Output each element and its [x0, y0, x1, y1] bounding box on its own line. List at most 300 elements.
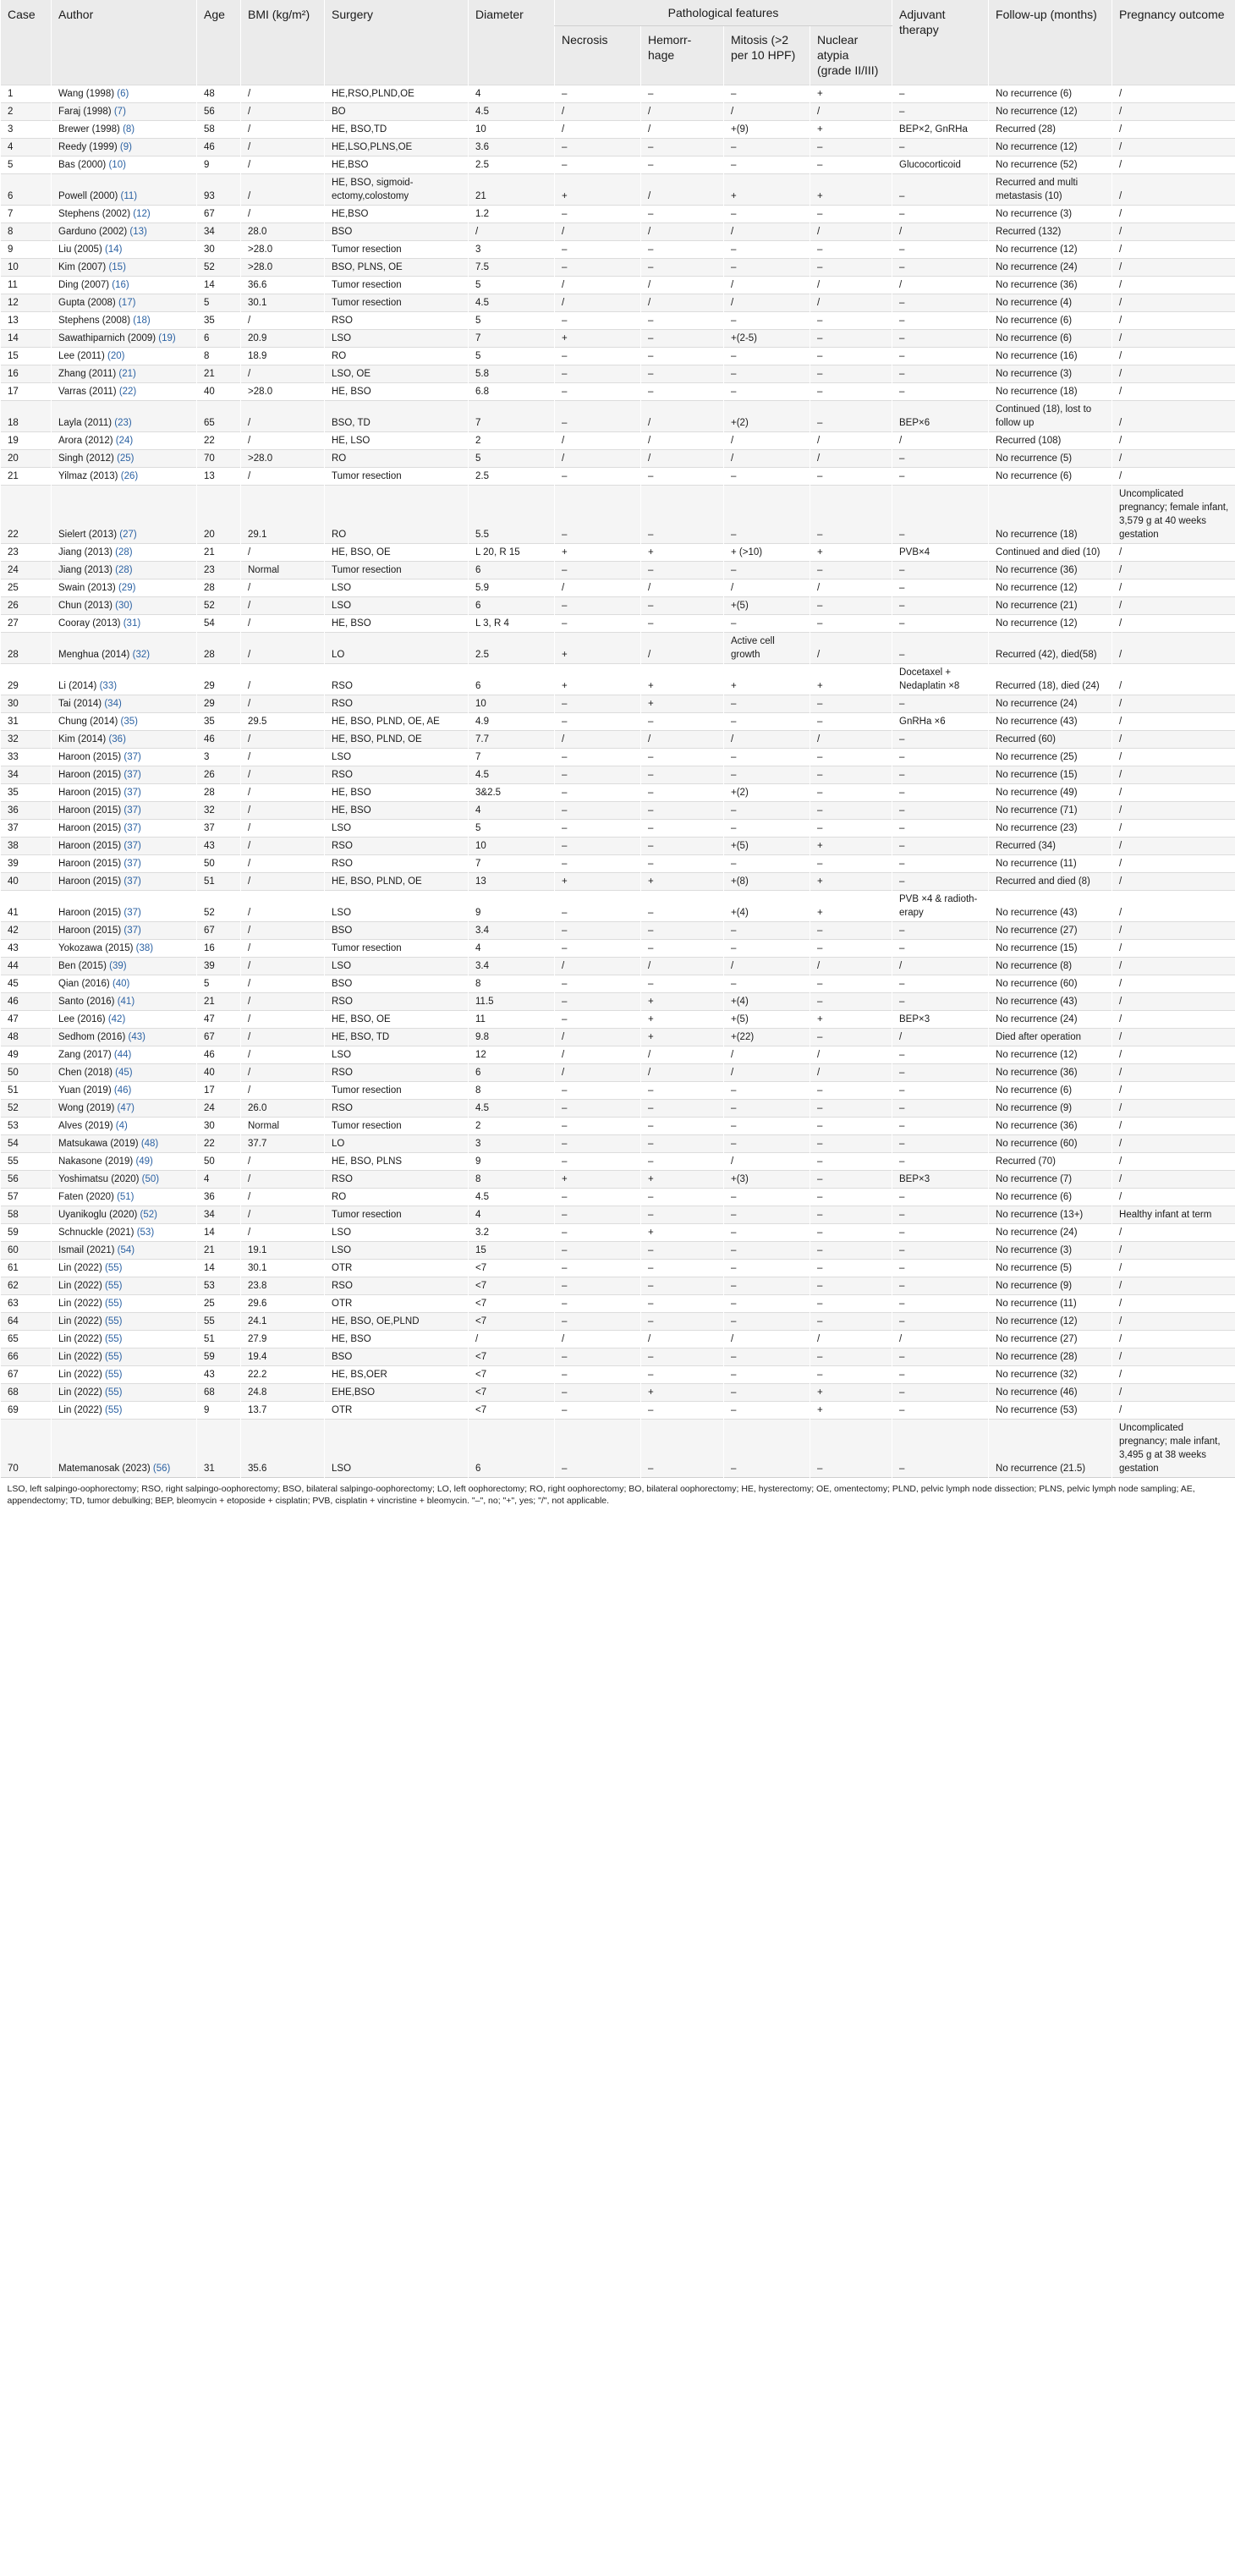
cell-diameter: 2 [469, 432, 555, 450]
reference-link[interactable]: (51) [117, 1192, 134, 1202]
cell-surgery: LSO [325, 1046, 469, 1064]
cell-surgery: RO [325, 450, 469, 468]
reference-link[interactable]: (49) [135, 1156, 153, 1167]
author-name: Zang (2017) [58, 1050, 112, 1060]
cell-diameter: 3 [469, 241, 555, 259]
cell-necrosis: – [555, 713, 641, 731]
table-row [1, 1242, 1235, 1260]
reference-link[interactable]: (18) [133, 316, 151, 326]
author-name: Zhang (2011) [58, 369, 117, 379]
cell-bmi: >28.0 [241, 450, 325, 468]
cell-hemorrhage: / [641, 223, 724, 241]
cell-necrosis: / [555, 1046, 641, 1064]
reference-link[interactable]: (52) [140, 1210, 157, 1220]
cell-necrosis: – [555, 695, 641, 713]
cell-mitosis: / [724, 294, 810, 312]
cell-necrosis: – [555, 206, 641, 223]
cell-surgery: RSO [325, 1277, 469, 1295]
cell-case: 55 [1, 1153, 52, 1171]
cell-diameter: <7 [469, 1313, 555, 1331]
cell-pregnancy: / [1112, 544, 1235, 562]
reference-link[interactable]: (55) [105, 1263, 123, 1273]
reference-link[interactable]: (17) [118, 298, 136, 308]
cell-necrosis: – [555, 1135, 641, 1153]
cell-surgery: HE,BSO [325, 206, 469, 223]
cell-diameter: 6 [469, 562, 555, 579]
cell-surgery: HE, BSO, TD [325, 1029, 469, 1046]
reference-link[interactable]: (35) [120, 717, 138, 727]
cell-age: 35 [197, 312, 241, 330]
cell-followup: No recurrence (60) [989, 1135, 1112, 1153]
header-followup: Follow-up (months) [989, 0, 1112, 85]
cell-necrosis: – [555, 1313, 641, 1331]
reference-link[interactable]: (23) [114, 418, 132, 428]
cell-adjuvant: – [892, 579, 989, 597]
reference-link[interactable]: (32) [132, 650, 151, 660]
author-name: Cooray (2013) [58, 618, 121, 629]
cell-diameter: <7 [469, 1384, 555, 1402]
cell-pregnancy: / [1112, 1135, 1235, 1153]
reference-link[interactable]: (34) [104, 699, 122, 709]
cell-adjuvant: – [892, 85, 989, 103]
cell-age: 70 [197, 450, 241, 468]
cell-author [52, 597, 197, 615]
cell-followup: No recurrence (32) [989, 1366, 1112, 1384]
cell-atypia: – [810, 365, 892, 383]
reference-link[interactable]: (30) [115, 601, 133, 611]
reference-link[interactable]: (28) [115, 565, 133, 575]
reference-link[interactable]: (55) [105, 1405, 123, 1415]
reference-link[interactable]: (13) [129, 227, 147, 237]
cell-hemorrhage: + [641, 1224, 724, 1242]
author-name: Qian (2016) [58, 979, 110, 989]
cell-atypia: / [810, 1046, 892, 1064]
cell-mitosis: – [724, 1348, 810, 1366]
reference-link[interactable]: (55) [105, 1281, 123, 1291]
cell-case: 4 [1, 139, 52, 157]
table-row [1, 958, 1235, 975]
cell-diameter: 2 [469, 1118, 555, 1135]
cell-age: 43 [197, 838, 241, 855]
reference-link[interactable]: (40) [112, 979, 130, 989]
cell-hemorrhage: / [641, 401, 724, 432]
cell-atypia: – [810, 312, 892, 330]
cell-atypia: + [810, 838, 892, 855]
cell-diameter: 2.5 [469, 468, 555, 486]
cell-pregnancy: / [1112, 383, 1235, 401]
cell-atypia: – [810, 1366, 892, 1384]
cell-author [52, 713, 197, 731]
cell-mitosis: / [724, 223, 810, 241]
cell-diameter: 10 [469, 121, 555, 139]
reference-link[interactable]: (7) [113, 107, 126, 117]
cell-author [52, 940, 197, 958]
cell-atypia: – [810, 348, 892, 365]
cell-author [52, 1135, 197, 1153]
reference-link[interactable]: (12) [133, 209, 151, 219]
cell-pregnancy: / [1112, 103, 1235, 121]
table-row [1, 855, 1235, 873]
cell-bmi: / [241, 157, 325, 174]
author-name: Uyanikoglu (2020) [58, 1210, 138, 1220]
cell-followup: No recurrence (7) [989, 1171, 1112, 1189]
cell-adjuvant: – [892, 922, 989, 940]
cell-bmi: / [241, 103, 325, 121]
cell-pregnancy: Uncomplicated pregnancy; female infant, 3,579 g at 40 weeks gestation [1112, 486, 1235, 544]
cell-hemorrhage: – [641, 597, 724, 615]
cell-necrosis: / [555, 121, 641, 139]
cell-necrosis: – [555, 820, 641, 838]
cell-hemorrhage: / [641, 731, 724, 749]
cell-age: 46 [197, 1046, 241, 1064]
cell-adjuvant: – [892, 383, 989, 401]
table-row [1, 562, 1235, 579]
reference-link[interactable]: (9) [119, 142, 132, 152]
reference-link[interactable]: (55) [105, 1334, 123, 1344]
cell-pregnancy: / [1112, 940, 1235, 958]
cell-followup: No recurrence (43) [989, 993, 1112, 1011]
reference-link[interactable]: (21) [118, 369, 136, 379]
reference-link[interactable]: (37) [124, 925, 141, 936]
cell-atypia: – [810, 259, 892, 277]
cell-followup: No recurrence (5) [989, 450, 1112, 468]
cell-adjuvant: PVB×4 [892, 544, 989, 562]
reference-link[interactable]: (11) [120, 191, 138, 201]
author-name: Lin (2022) [58, 1316, 102, 1326]
table-row [1, 401, 1235, 432]
cell-necrosis: – [555, 940, 641, 958]
cell-necrosis: – [555, 241, 641, 259]
author-name: Li (2014) [58, 681, 97, 691]
reference-link[interactable]: (56) [152, 1464, 171, 1474]
reference-link[interactable]: (27) [119, 530, 137, 540]
cell-followup: No recurrence (71) [989, 802, 1112, 820]
cell-surgery: RSO [325, 993, 469, 1011]
cell-surgery: Tumor resection [325, 294, 469, 312]
reference-link[interactable]: (26) [120, 471, 139, 481]
reference-link[interactable]: (37) [124, 823, 141, 833]
cell-diameter: 4 [469, 1206, 555, 1224]
reference-link[interactable]: (20) [107, 351, 125, 361]
cell-case: 34 [1, 766, 52, 784]
cell-atypia: – [810, 615, 892, 633]
cell-age: 50 [197, 1153, 241, 1171]
reference-link[interactable]: (55) [105, 1316, 123, 1326]
table-row [1, 579, 1235, 597]
cell-bmi: 20.9 [241, 330, 325, 348]
cell-pregnancy: / [1112, 1313, 1235, 1331]
table-row [1, 766, 1235, 784]
cell-atypia: – [810, 486, 892, 544]
cell-mitosis: – [724, 1206, 810, 1224]
author-name: Lin (2022) [58, 1299, 102, 1309]
cell-author [52, 1313, 197, 1331]
author-name: Ding (2007) [58, 280, 110, 290]
cell-age: 48 [197, 85, 241, 103]
reference-link[interactable]: (37) [124, 752, 141, 762]
cell-hemorrhage: + [641, 1029, 724, 1046]
reference-link[interactable]: (31) [123, 618, 141, 629]
cell-diameter: 4.5 [469, 1100, 555, 1118]
cell-followup: Recurred (60) [989, 731, 1112, 749]
cell-mitosis: + [724, 664, 810, 695]
cell-surgery: RSO [325, 838, 469, 855]
cell-mitosis: +(5) [724, 1011, 810, 1029]
table-row [1, 223, 1235, 241]
cell-diameter: L 20, R 15 [469, 544, 555, 562]
cell-atypia: – [810, 401, 892, 432]
cell-atypia: / [810, 579, 892, 597]
cell-case: 10 [1, 259, 52, 277]
cell-author [52, 1260, 197, 1277]
cell-followup: No recurrence (21.5) [989, 1420, 1112, 1478]
reference-link[interactable]: (8) [123, 124, 135, 135]
cell-pregnancy: / [1112, 432, 1235, 450]
cell-hemorrhage: – [641, 365, 724, 383]
table-row [1, 820, 1235, 838]
reference-link[interactable]: (42) [107, 1014, 126, 1024]
cell-adjuvant: – [892, 1064, 989, 1082]
cell-case: 49 [1, 1046, 52, 1064]
cell-followup: No recurrence (3) [989, 1242, 1112, 1260]
cell-author [52, 1402, 197, 1420]
cell-followup: Continued (18), lost to follow up [989, 401, 1112, 432]
cell-bmi: >28.0 [241, 383, 325, 401]
cell-case: 54 [1, 1135, 52, 1153]
cell-case: 36 [1, 802, 52, 820]
table-row [1, 1171, 1235, 1189]
table-row [1, 1135, 1235, 1153]
cell-surgery: HE,LSO,PLNS,OE [325, 139, 469, 157]
cell-adjuvant: – [892, 855, 989, 873]
reference-link[interactable]: (55) [105, 1387, 123, 1398]
cell-mitosis: – [724, 1295, 810, 1313]
cell-age: 28 [197, 579, 241, 597]
cell-adjuvant: – [892, 348, 989, 365]
cell-followup: No recurrence (6) [989, 312, 1112, 330]
table-row [1, 1348, 1235, 1366]
cell-mitosis: – [724, 615, 810, 633]
reference-link[interactable]: (37) [124, 770, 141, 780]
cell-mitosis: +(8) [724, 873, 810, 891]
reference-link[interactable]: (16) [112, 280, 129, 290]
cell-surgery: LSO [325, 1242, 469, 1260]
cell-followup: No recurrence (25) [989, 749, 1112, 766]
cell-necrosis: – [555, 1224, 641, 1242]
cell-author [52, 330, 197, 348]
cell-necrosis: – [555, 1366, 641, 1384]
author-name: Wong (2019) [58, 1103, 115, 1113]
cell-followup: No recurrence (3) [989, 206, 1112, 223]
table-row [1, 1011, 1235, 1029]
cell-adjuvant: – [892, 1153, 989, 1171]
cell-case: 25 [1, 579, 52, 597]
cell-necrosis: / [555, 103, 641, 121]
reference-link[interactable]: (39) [109, 961, 127, 971]
cell-atypia: – [810, 139, 892, 157]
reference-link[interactable]: (37) [124, 841, 141, 851]
table-row [1, 838, 1235, 855]
cell-surgery: BSO, PLNS, OE [325, 259, 469, 277]
reference-link[interactable]: (55) [105, 1299, 123, 1309]
cell-atypia: + [810, 85, 892, 103]
cell-author [52, 1064, 197, 1082]
cell-necrosis: + [555, 664, 641, 695]
reference-link[interactable]: (10) [108, 160, 126, 170]
reference-link[interactable]: (44) [113, 1050, 132, 1060]
cell-surgery: BSO [325, 223, 469, 241]
cell-case: 9 [1, 241, 52, 259]
cell-bmi: 24.1 [241, 1313, 325, 1331]
reference-link[interactable]: (55) [105, 1370, 123, 1380]
reference-link[interactable]: (37) [124, 859, 141, 869]
author-name: Lin (2022) [58, 1263, 102, 1273]
cell-surgery: HE, BSO, OE [325, 544, 469, 562]
cell-pregnancy: / [1112, 241, 1235, 259]
cell-case: 60 [1, 1242, 52, 1260]
reference-link[interactable]: (28) [115, 547, 133, 557]
cell-author [52, 544, 197, 562]
author-name: Varras (2011) [58, 387, 117, 397]
cell-atypia: – [810, 855, 892, 873]
cell-age: 34 [197, 1206, 241, 1224]
author-name: Powell (2000) [58, 191, 118, 201]
cell-atypia: – [810, 695, 892, 713]
cell-mitosis: +(4) [724, 993, 810, 1011]
cell-pregnancy: / [1112, 330, 1235, 348]
reference-link[interactable]: (29) [118, 583, 136, 593]
cell-adjuvant: – [892, 1295, 989, 1313]
author-name: Yokozawa (2015) [58, 943, 134, 953]
cell-hemorrhage: – [641, 1100, 724, 1118]
cell-hemorrhage: – [641, 802, 724, 820]
cell-necrosis: / [555, 277, 641, 294]
cell-surgery: LSO [325, 579, 469, 597]
cell-mitosis: +(4) [724, 891, 810, 922]
cell-bmi: 28.0 [241, 223, 325, 241]
cell-case: 43 [1, 940, 52, 958]
cell-diameter: 5 [469, 820, 555, 838]
cell-author [52, 1331, 197, 1348]
cell-diameter: 6.8 [469, 383, 555, 401]
reference-link[interactable]: (33) [99, 681, 118, 691]
cell-mitosis: +(22) [724, 1029, 810, 1046]
cell-mitosis: – [724, 1402, 810, 1420]
cell-diameter: <7 [469, 1260, 555, 1277]
cell-atypia: – [810, 241, 892, 259]
author-name: Tai (2014) [58, 699, 102, 709]
reference-link[interactable]: (41) [117, 997, 135, 1007]
cell-diameter: 4.9 [469, 713, 555, 731]
cell-case: 14 [1, 330, 52, 348]
cell-adjuvant: – [892, 1046, 989, 1064]
reference-link[interactable]: (54) [117, 1245, 135, 1255]
cell-mitosis: – [724, 1366, 810, 1384]
cell-author [52, 1118, 197, 1135]
reference-link[interactable]: (4) [115, 1121, 128, 1131]
reference-link[interactable]: (37) [124, 908, 141, 918]
cell-author [52, 975, 197, 993]
cell-surgery: RSO [325, 695, 469, 713]
reference-link[interactable]: (50) [141, 1174, 160, 1184]
reference-link[interactable]: (48) [140, 1139, 159, 1149]
cell-pregnancy: / [1112, 1402, 1235, 1420]
cell-age: 4 [197, 1171, 241, 1189]
cell-necrosis: – [555, 597, 641, 615]
reference-link[interactable]: (53) [136, 1228, 155, 1238]
cell-diameter: <7 [469, 1402, 555, 1420]
reference-link[interactable]: (43) [128, 1032, 145, 1042]
reference-link[interactable]: (15) [108, 262, 126, 272]
reference-link[interactable]: (19) [158, 333, 176, 343]
reference-link[interactable]: (37) [124, 788, 141, 798]
cell-surgery: HE, BS,OER [325, 1366, 469, 1384]
cell-case: 33 [1, 749, 52, 766]
reference-link[interactable]: (6) [117, 89, 129, 99]
cell-hemorrhage: – [641, 766, 724, 784]
cell-age: 67 [197, 922, 241, 940]
table-row [1, 784, 1235, 802]
cell-author [52, 1153, 197, 1171]
cell-author [52, 784, 197, 802]
author-name: Bas (2000) [58, 160, 107, 170]
cell-mitosis: / [724, 731, 810, 749]
cell-hemorrhage: / [641, 103, 724, 121]
table-row [1, 103, 1235, 121]
cell-age: 65 [197, 401, 241, 432]
header-mitosis: Mitosis (>2 per 10 HPF) [724, 26, 810, 85]
reference-link[interactable]: (14) [105, 244, 123, 255]
reference-link[interactable]: (36) [108, 734, 126, 744]
cell-necrosis: – [555, 993, 641, 1011]
reference-link[interactable]: (38) [135, 943, 154, 953]
cell-age: 55 [197, 1313, 241, 1331]
cell-bmi: / [241, 1029, 325, 1046]
cell-adjuvant: – [892, 1384, 989, 1402]
table-row [1, 85, 1235, 103]
reference-link[interactable]: (37) [124, 805, 141, 816]
cell-author [52, 1242, 197, 1260]
cell-adjuvant: – [892, 294, 989, 312]
cell-author [52, 749, 197, 766]
cell-author [52, 157, 197, 174]
reference-link[interactable]: (22) [118, 387, 137, 397]
cell-surgery: LO [325, 1135, 469, 1153]
cell-atypia: – [810, 1082, 892, 1100]
cell-author [52, 766, 197, 784]
reference-link[interactable]: (25) [117, 453, 134, 464]
reference-link[interactable]: (24) [115, 436, 134, 446]
reference-link[interactable]: (37) [124, 876, 141, 887]
cell-necrosis: – [555, 1242, 641, 1260]
author-name: Haroon (2015) [58, 770, 122, 780]
cell-hemorrhage: – [641, 383, 724, 401]
reference-link[interactable]: (47) [117, 1103, 134, 1113]
cell-bmi: / [241, 174, 325, 206]
cell-diameter: 4.5 [469, 294, 555, 312]
reference-link[interactable]: (46) [113, 1085, 132, 1096]
cell-followup: No recurrence (36) [989, 1118, 1112, 1135]
cell-author [52, 450, 197, 468]
cell-age: 23 [197, 562, 241, 579]
reference-link[interactable]: (45) [115, 1068, 133, 1078]
cell-mitosis: +(2) [724, 401, 810, 432]
cell-surgery: BSO, TD [325, 401, 469, 432]
cell-age: 14 [197, 277, 241, 294]
cell-atypia: – [810, 1420, 892, 1478]
cell-necrosis: / [555, 432, 641, 450]
reference-link[interactable]: (55) [105, 1352, 123, 1362]
